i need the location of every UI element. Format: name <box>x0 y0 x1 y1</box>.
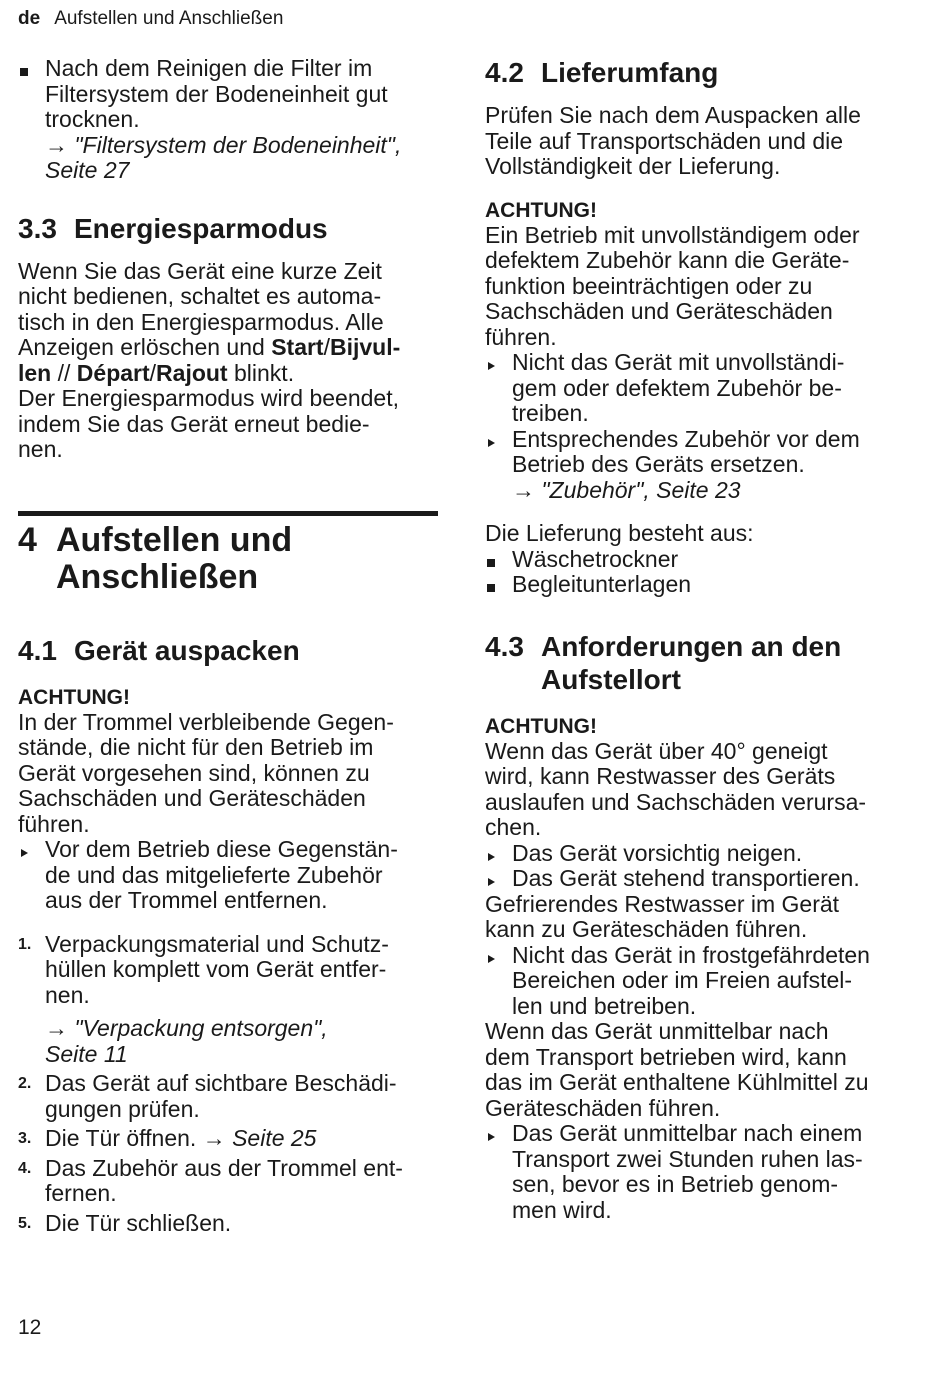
step-item: 3. Die Tür öffnen. → Seite 25 <box>18 1125 317 1151</box>
page-number: 12 <box>18 1316 42 1339</box>
paragraph-line: len // Départ/Rajout blinkt. <box>18 359 295 386</box>
cross-reference[interactable]: → "Zubehör", Seite 23 <box>512 476 741 503</box>
list-item: Nach dem Reinigen die Filter im Filtersystem der Bodeneinheit gut trocknen. → "Filtersystem der Bodeneinheit", Seite 27 <box>18 56 438 184</box>
triangle-bullet-icon <box>488 1133 495 1141</box>
section-heading-4-3: 4.3 Anforderungen an den Aufstellort <box>485 630 842 695</box>
paragraph-line: Anzeigen erlöschen und Start/Bijvul- <box>18 334 401 360</box>
warning-label: ACHTUNG! <box>485 198 597 222</box>
chapter-heading: 4 Aufstellen und Anschließen <box>18 520 293 596</box>
cross-reference-page[interactable]: Seite 27 <box>45 157 130 183</box>
step-item: 2. Das Gerät auf sichtbare Beschädi- gungen prüfen. <box>18 1070 397 1122</box>
step-item: 1. Verpackungsmaterial und Schutz- hüllen komplett vom Gerät entfer- nen. → "Verpackung entsorgen", Seite 11 <box>18 930 389 1067</box>
list-item: Begleitunterlagen <box>485 572 905 598</box>
section-heading-4-2: 4.2 Lieferumfang <box>485 57 719 88</box>
action-item: Vor dem Betrieb diese Gegenstän- de und das mitgelieferte Zubehör aus der Trommel entfernen. <box>18 837 438 914</box>
triangle-bullet-icon <box>488 439 495 447</box>
header-title: Aufstellen und Anschließen <box>54 8 284 29</box>
triangle-bullet-icon <box>488 878 495 886</box>
triangle-bullet-icon <box>488 955 495 963</box>
triangle-bullet-icon <box>488 362 495 370</box>
action-item: Das Gerät vorsichtig neigen. <box>485 841 905 867</box>
warning-label: ACHTUNG! <box>485 714 597 738</box>
language-code: de <box>18 8 41 29</box>
step-item: 4. Das Zubehör aus der Trommel ent- fernen. <box>18 1154 403 1206</box>
arrow-right-icon: → <box>45 1015 75 1041</box>
triangle-bullet-icon <box>21 849 28 857</box>
section-heading-4-1: 4.1 Gerät auspacken <box>18 634 300 666</box>
running-header <box>18 8 283 30</box>
arrow-right-icon: → <box>512 476 542 503</box>
square-bullet-icon <box>487 584 495 592</box>
step-item: 5. Die Tür schließen. <box>18 1209 232 1236</box>
list-item: Wäschetrockner <box>485 547 905 573</box>
arrow-right-icon: → <box>45 131 75 158</box>
warning-label: ACHTUNG! <box>18 685 130 709</box>
action-item: Das Gerät stehend transportieren. <box>485 866 905 892</box>
cross-reference[interactable]: Seite 25 <box>232 1125 317 1151</box>
action-item: Das Gerät unmittelbar nach einem Transport zwei Stunden ruhen las- sen, bevor es in Betrieb genom- men wird. <box>485 1121 905 1223</box>
cross-reference-page[interactable]: Seite 11 <box>45 1040 128 1067</box>
arrow-right-icon: → <box>202 1125 233 1151</box>
square-bullet-icon <box>487 559 495 567</box>
cross-reference[interactable]: → "Filtersystem der Bodeneinheit", <box>45 131 402 158</box>
left-column: Nach dem Reinigen die Filter im Filtersystem der Bodeneinheit gut trocknen. → "Filtersystem der Bodeneinheit", Seite 27 3.3 Energiesparmodus Wenn Sie das Gerät eine kurze Zeit nicht bedienen, schaltet es automa- tisch in den Energiesparmodus. Alle Anzeigen erlöschen und Start/Bijvul- len // Départ/Rajout blinkt. Der Energiesparmodus wird beendet, indem Sie das Gerät erneut bedie- nen. 4 Aufstellen und Anschließen 4.1 Gerät auspacken ACHTUNG! In der Trommel verbleibende Gegen- stände, die nicht für den Betrieb im Gerät vorgesehen sind, können zu Sachschäden und Geräteschäden führen. Vor dem Betrieb diese Gegenstän- de und das mitgelieferte Zubehör aus der Trommel entfernen. 1. Verpackungsmaterial und Schutz- hüllen komplett vom Gerät entfer- nen. → "Verpackung entsorgen", Seite 11 2. Das Gerät auf sichtbare Beschädi- gungen prüfen. 3. Die Tür öffnen. → Seite 25 4. Das Zubehör aus der Trommel ent- fernen. 5. Die Tür schließen. <box>18 56 438 1236</box>
section-heading-3-3: 3.3 Energiesparmodus <box>18 212 328 244</box>
action-item: Entsprechendes Zubehör vor dem Betrieb des Geräts ersetzen. → "Zubehör", Seite 23 <box>485 427 905 504</box>
action-item: Nicht das Gerät in frostgefährdeten Bereichen oder im Freien aufstel- len und betreiben. <box>485 943 905 1020</box>
right-column: 4.2 Lieferumfang Prüfen Sie nach dem Auspacken alle Teile auf Transportschäden und die Vollständigkeit der Lieferung. ACHTUNG! Ein Betrieb mit unvollständigem oder defektem Zubehör kann die Geräte- funktion beeinträchtigen oder zu Sachschäden und Geräteschäden führen. Nicht das Gerät mit unvollständi- gem oder defektem Zubehör be- treiben. Entsprechendes Zubehör vor dem Betrieb des Geräts ersetzen. → "Zubehör", Seite 23 Die Lieferung besteht aus: Wäschetrockner Begleitunterlagen 4.3 Anforderungen an den Aufstellort ACHTUNG! Wenn das Gerät über 40° geneigt wird, kann Restwasser des Geräts auslaufen und Sachschäden verursa- chen. Das Gerät vorsichtig neigen. Das Gerät stehend transportieren. Gefrierendes Restwasser im Gerät kann zu Geräteschäden führen. Nicht das Gerät in frostgefährdeten Bereichen oder im Freien aufstel- len und betreiben. Wenn das Gerät unmittelbar nach dem Transport betrieben wird, kann das im Gerät enthaltene Kühlmittel zu Geräteschäden führen. Das Gerät unmittelbar nach einem Transport zwei Stunden ruhen las- sen, bevor es in Betrieb genom- men wird. <box>485 56 905 1223</box>
cross-reference[interactable]: → "Verpackung entsorgen", <box>45 1015 328 1041</box>
triangle-bullet-icon <box>488 853 495 861</box>
square-bullet-icon <box>20 68 28 76</box>
action-item: Nicht das Gerät mit unvollständi- gem oder defektem Zubehör be- treiben. <box>485 350 905 427</box>
